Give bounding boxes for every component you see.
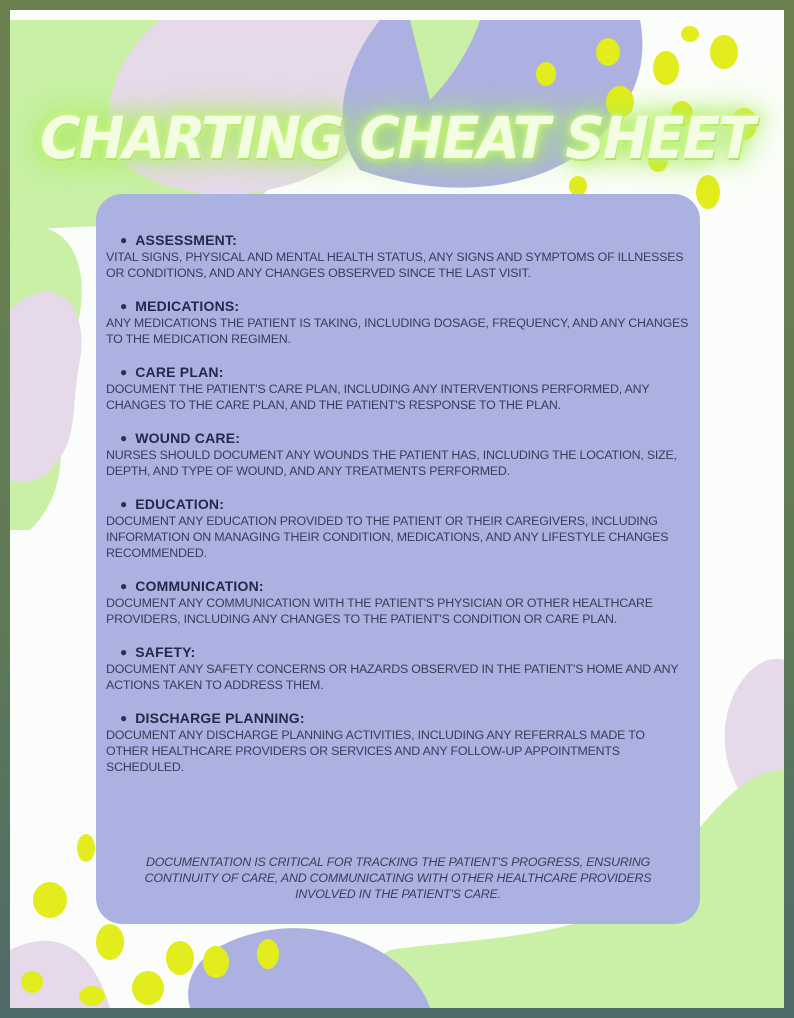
section-heading	[106, 298, 690, 314]
section-heading	[106, 644, 690, 660]
bullet-icon: ●	[120, 579, 128, 593]
section-wound-care	[106, 430, 690, 479]
section-heading	[106, 232, 690, 248]
cheat-sheet-page	[10, 10, 784, 1008]
section-heading-text: DISCHARGE PLANNING:	[135, 710, 305, 726]
lilac-blob-left	[10, 292, 82, 483]
bullet-icon: ●	[120, 497, 128, 511]
section-heading-text: EDUCATION:	[135, 496, 225, 512]
section-body: DOCUMENT ANY DISCHARGE PLANNING ACTIVITIES, INCLUDING ANY REFERRALS MADE TO OTHER HEALTHCARE PROVIDERS OR SERVICES AND ANY FOLLOW-UP APPOINTMENTS SCHEDULED.	[106, 728, 645, 774]
section-heading	[106, 578, 690, 594]
section-body: DOCUMENT ANY COMMUNICATION WITH THE PATIENT'S PHYSICIAN OR OTHER HEALTHCARE PROVIDERS, INCLUDING ANY CHANGES TO THE PATIENT'S CONDITION OR CARE PLAN.	[106, 596, 653, 626]
section-heading-text: COMMUNICATION:	[135, 578, 264, 594]
bullet-icon: ●	[120, 431, 128, 445]
section-discharge-planning	[106, 710, 690, 775]
section-communication	[106, 578, 690, 627]
section-education	[106, 496, 690, 561]
closing-statement: DOCUMENTATION IS CRITICAL FOR TRACKING THE PATIENT'S PROGRESS, ENSURING CONTINUITY OF CARE, AND COMMUNICATING WITH OTHER HEALTHCARE PROVIDERS INVOLVED IN THE PATIENT'S CARE.	[144, 855, 652, 901]
bullet-icon: ●	[120, 299, 128, 313]
bullet-icon: ●	[120, 711, 128, 725]
section-heading-text: ASSESSMENT:	[135, 232, 238, 248]
section-body: NURSES SHOULD DOCUMENT ANY WOUNDS THE PATIENT HAS, INCLUDING THE LOCATION, SIZE, DEPTH, AND TYPE OF WOUND, AND ANY TREATMENTS PERFORMED.	[106, 448, 677, 478]
section-body: DOCUMENT THE PATIENT'S CARE PLAN, INCLUDING ANY INTERVENTIONS PERFORMED, ANY CHANGES TO THE CARE PLAN, AND THE PATIENT'S RESPONSE TO THE PLAN.	[106, 382, 650, 412]
content-card	[96, 194, 700, 924]
section-heading-text: CARE PLAN:	[135, 364, 224, 380]
section-body: DOCUMENT ANY EDUCATION PROVIDED TO THE PATIENT OR THEIR CAREGIVERS, INCLUDING INFORMATION ON MANAGING THEIR CONDITION, MEDICATIONS, AND ANY LIFESTYLE CHANGES RECOMMENDED.	[106, 514, 669, 560]
section-heading-text: WOUND CARE:	[135, 430, 241, 446]
section-body: VITAL SIGNS, PHYSICAL AND MENTAL HEALTH STATUS, ANY SIGNS AND SYMPTOMS OF ILLNESSES OR CONDITIONS, AND ANY CHANGES OBSERVED SINCE THE LAST VISIT.	[106, 250, 684, 280]
section-heading	[106, 710, 690, 726]
bullet-icon: ●	[120, 233, 128, 247]
section-body: ANY MEDICATIONS THE PATIENT IS TAKING, INCLUDING DOSAGE, FREQUENCY, AND ANY CHANGES TO THE MEDICATION REGIMEN.	[106, 316, 689, 346]
section-heading	[106, 364, 690, 380]
section-list	[106, 232, 690, 792]
section-assessment	[106, 232, 690, 281]
section-safety	[106, 644, 690, 693]
section-body: DOCUMENT ANY SAFETY CONCERNS OR HAZARDS OBSERVED IN THE PATIENT'S HOME AND ANY ACTIONS TAKEN TO ADDRESS THEM.	[106, 662, 679, 692]
section-heading	[106, 496, 690, 512]
section-care-plan	[106, 364, 690, 413]
section-medications	[106, 298, 690, 347]
bullet-icon: ●	[120, 645, 128, 659]
section-heading	[106, 430, 690, 446]
section-heading-text: SAFETY:	[135, 644, 196, 660]
section-heading-text: MEDICATIONS:	[135, 298, 240, 314]
page-title: CHARTING CHEAT SHEET	[40, 104, 754, 172]
bullet-icon: ●	[120, 365, 128, 379]
